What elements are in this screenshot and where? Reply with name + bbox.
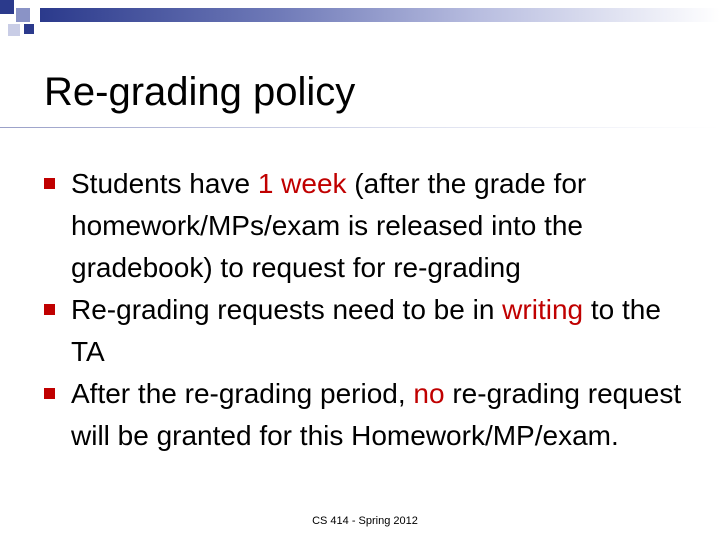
bullet-list <box>44 163 684 457</box>
decorative-square <box>24 24 34 34</box>
bullet-item <box>44 289 684 373</box>
square-bullet-icon <box>44 388 55 399</box>
slide-title: Re-grading policy <box>44 70 356 114</box>
bullet-item <box>44 163 684 289</box>
square-bullet-icon <box>44 304 55 315</box>
decorative-square <box>16 8 30 22</box>
bullet-text: After the re-grading period, <box>71 378 414 409</box>
header-gradient-bar <box>40 8 720 22</box>
bullet-text: (after the grade for homework/MPs/exam is released into the gradebook) to request for re-grading <box>71 168 587 283</box>
bullet-text: Students have <box>71 168 258 199</box>
decorative-square <box>0 0 14 14</box>
decorative-square <box>8 24 20 36</box>
slide-footer: CS 414 - Spring 2012 <box>312 515 418 527</box>
highlighted-text: no <box>413 378 445 409</box>
bullet-item <box>44 373 684 457</box>
bullet-text: to the TA <box>71 294 661 367</box>
bullet-text: re-grading request will be granted for this Homework/MP/exam. <box>71 378 682 451</box>
highlighted-text: 1 week <box>257 168 347 199</box>
square-bullet-icon <box>44 178 55 189</box>
highlighted-text: writing <box>502 294 584 325</box>
title-divider <box>0 127 720 128</box>
bullet-text: Re-grading requests need to be in <box>71 294 503 325</box>
